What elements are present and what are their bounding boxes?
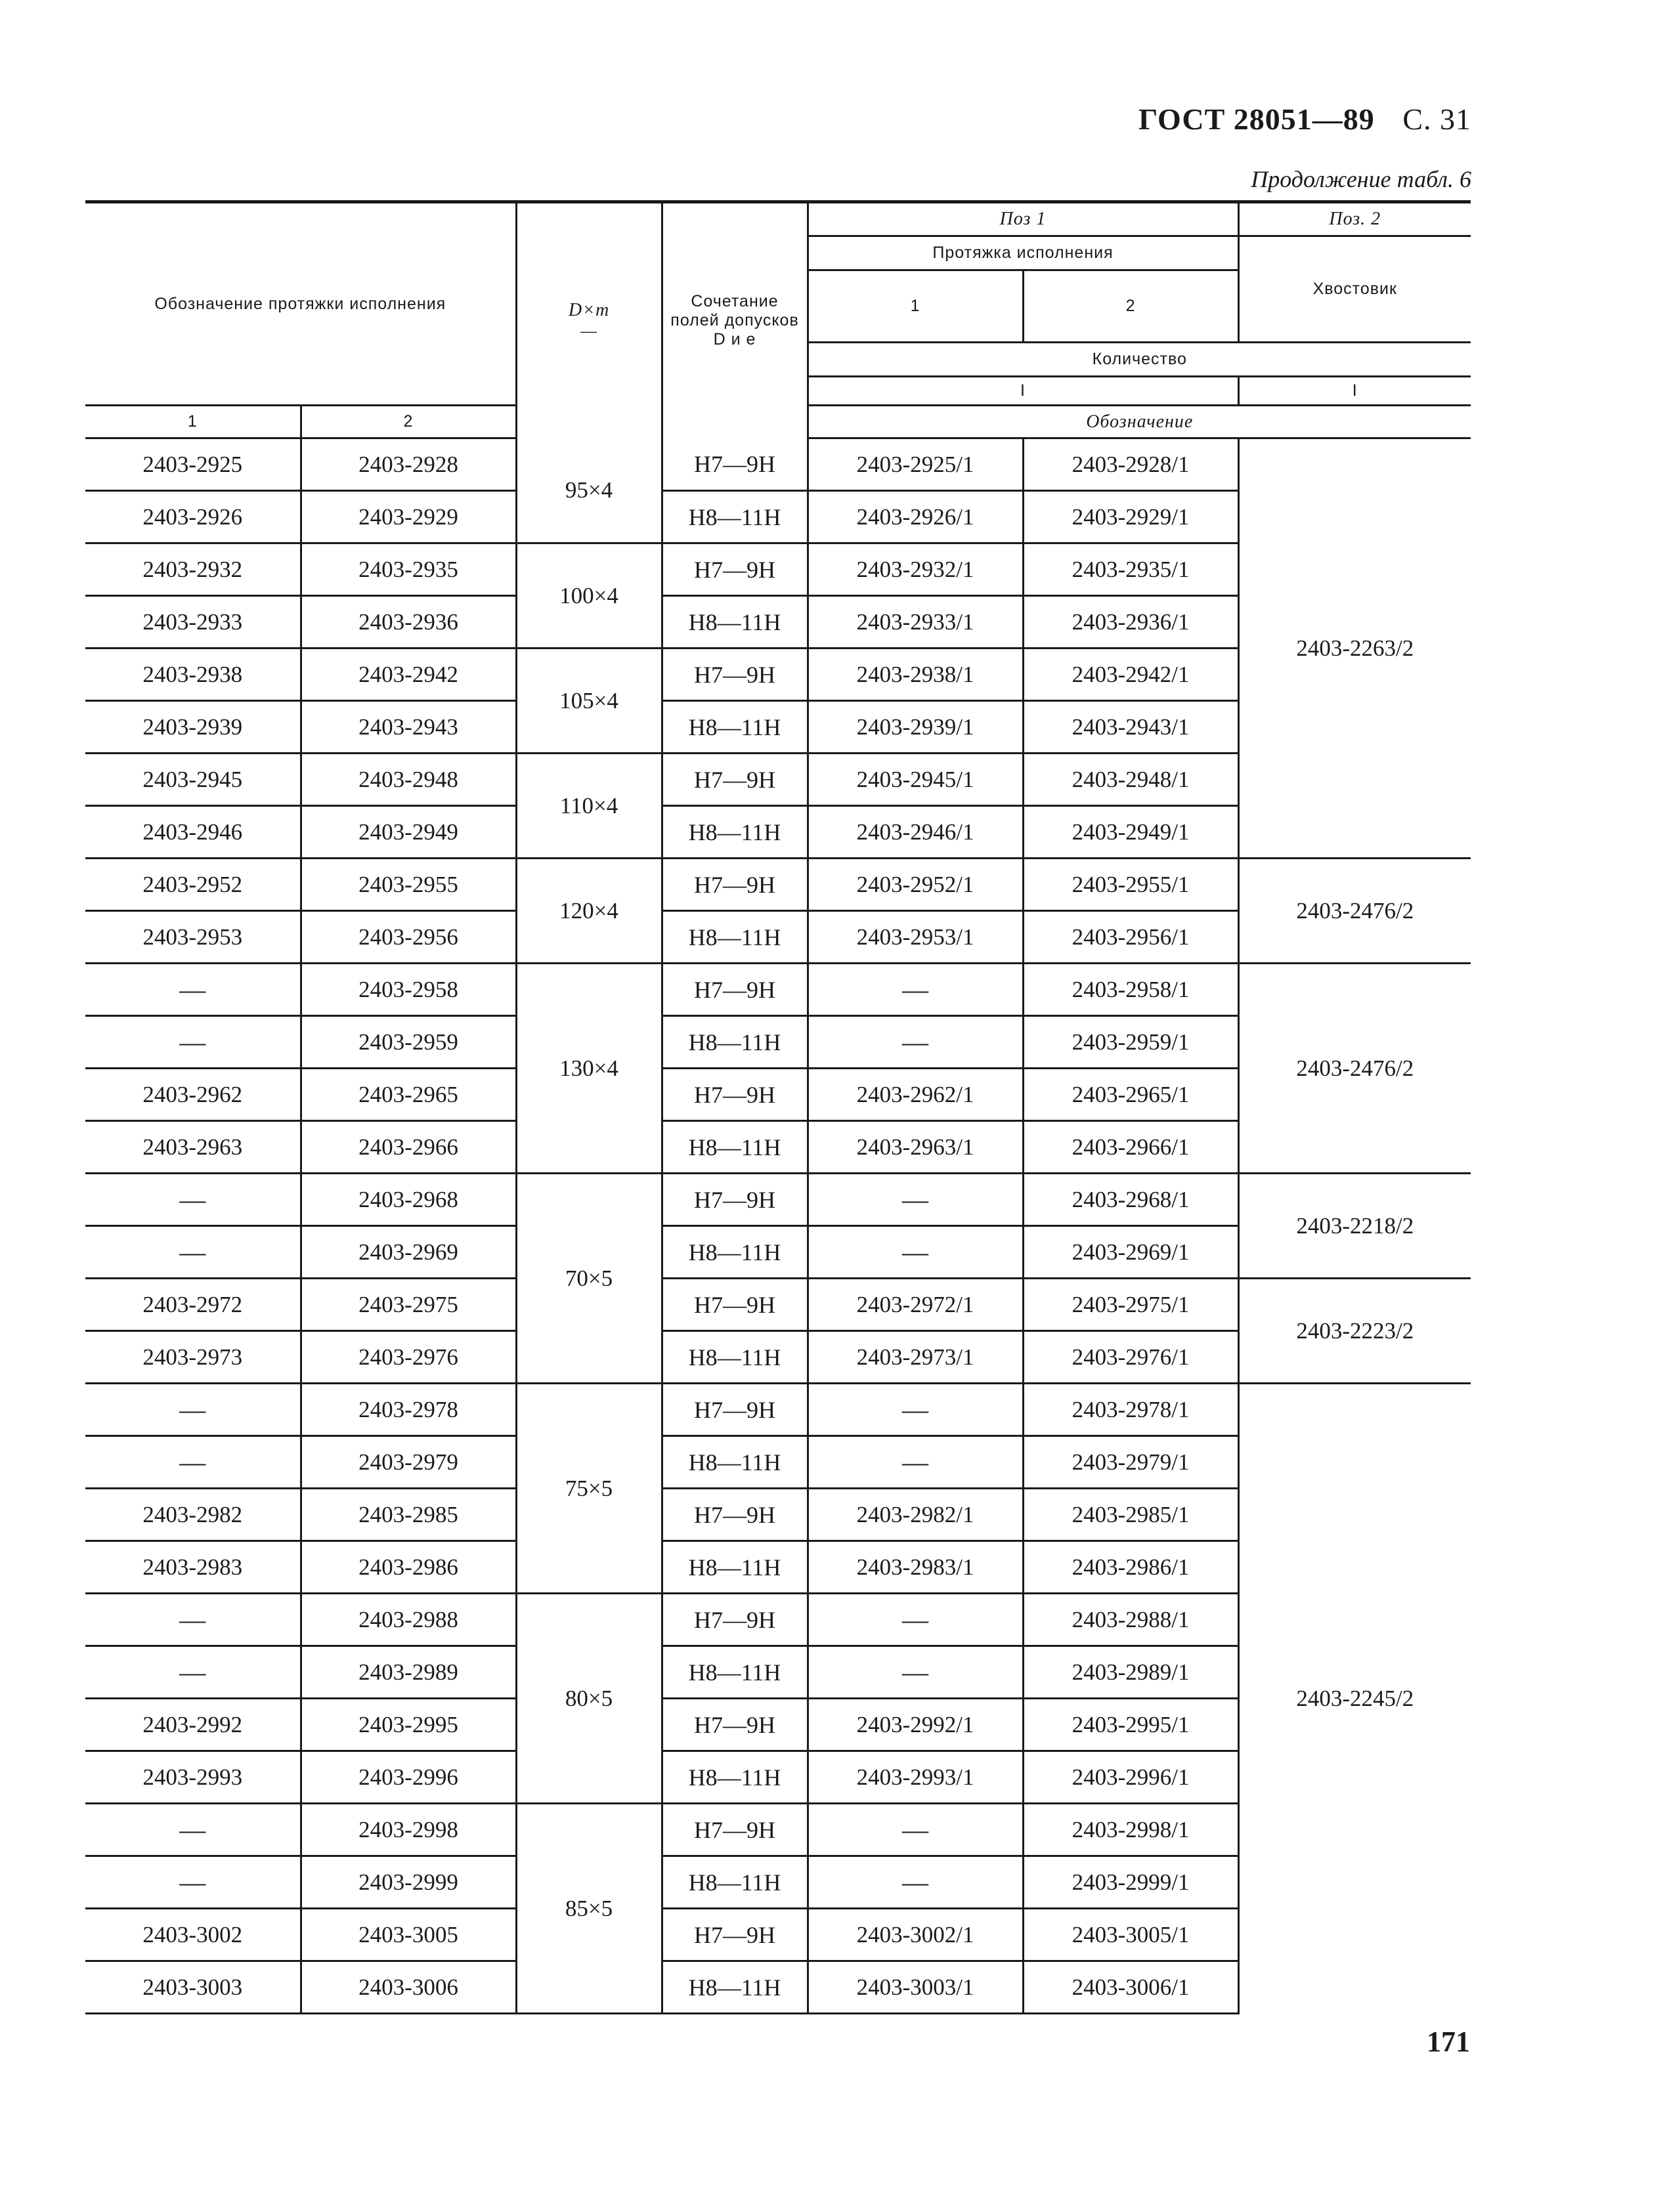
broach-2-designation: 2403-2928/1: [1023, 438, 1238, 491]
table-row: [85, 438, 1471, 491]
fit-cell: H7—9H: [662, 1279, 808, 1331]
broach-2-designation: 2403-2969/1: [1023, 1226, 1238, 1279]
exec-1-designation: 2403-2925: [85, 438, 301, 491]
broach-2-designation: 2403-2942/1: [1023, 649, 1238, 701]
broach-1-designation: 2403-2962/1: [808, 1069, 1023, 1121]
exec-2-designation: 2403-2949: [301, 806, 516, 859]
fit-cell: H8—11H: [662, 1751, 808, 1804]
table-row: [85, 859, 1471, 911]
broach-2-designation: 2403-3006/1: [1023, 1961, 1238, 2014]
exec-2-designation: 2403-2935: [301, 543, 516, 596]
exec-2-designation: 2403-2929: [301, 491, 516, 543]
broach-2-designation: 2403-2929/1: [1023, 491, 1238, 543]
fit-cell: H8—11H: [662, 1016, 808, 1069]
exec-2-designation: 2403-2955: [301, 859, 516, 911]
exec-2-designation: 2403-2998: [301, 1804, 516, 1856]
fit-cell: H7—9H: [662, 1699, 808, 1751]
exec-1-designation: 2403-2952: [85, 859, 301, 911]
exec-1-designation: —: [85, 1016, 301, 1069]
fit-cell: H8—11H: [662, 1121, 808, 1174]
exec-2-designation: 2403-2995: [301, 1699, 516, 1751]
fit-cell: H8—11H: [662, 911, 808, 964]
broach-1-designation: 2403-2938/1: [808, 649, 1023, 701]
exec-2-designation: 2403-2969: [301, 1226, 516, 1279]
dxm-cell: 85×5: [516, 1804, 662, 2014]
exec-2-designation: 2403-2968: [301, 1174, 516, 1226]
table-body: [85, 438, 1471, 2014]
gost-number: ГОСТ 28051—89: [1138, 102, 1375, 136]
exec-2-designation: 2403-2943: [301, 701, 516, 754]
table-header: [85, 202, 1471, 438]
exec-2-designation: 2403-2965: [301, 1069, 516, 1121]
page-number: 171: [1427, 2026, 1470, 2058]
broach-2-designation: 2403-2965/1: [1023, 1069, 1238, 1121]
exec-1-designation: —: [85, 1174, 301, 1226]
fit-header: Сочетание полей допусков D и e: [662, 202, 808, 438]
broach-1-designation: —: [808, 1856, 1023, 1909]
pos1-header: Поз 1: [808, 202, 1238, 236]
exec-2-designation: 2403-2975: [301, 1279, 516, 1331]
fit-cell: H7—9H: [662, 543, 808, 596]
exec-2-designation: 2403-2948: [301, 754, 516, 806]
exec-2-designation: 2403-2999: [301, 1856, 516, 1909]
broach-2-designation: 2403-2943/1: [1023, 701, 1238, 754]
exec-2-designation: 2403-2936: [301, 596, 516, 649]
broach-exec-1-header: 1: [808, 270, 1023, 343]
exec-2-designation: 2403-2976: [301, 1331, 516, 1384]
broach-2-designation: 2403-2978/1: [1023, 1384, 1238, 1436]
broach-1-designation: 2403-2925/1: [808, 438, 1023, 491]
fit-cell: H7—9H: [662, 1594, 808, 1646]
exec-1-designation: —: [85, 1646, 301, 1699]
dxm-cell: 110×4: [516, 754, 662, 859]
exec-2-designation: 2403-2978: [301, 1384, 516, 1436]
dxm-cell: 120×4: [516, 859, 662, 964]
exec-1-designation: 2403-2962: [85, 1069, 301, 1121]
dxm-cell: 100×4: [516, 543, 662, 649]
exec-2-header: 2: [301, 406, 516, 438]
shank-cell: 2403-2263/2: [1238, 438, 1471, 859]
exec-2-designation: 2403-3006: [301, 1961, 516, 2014]
exec-1-designation: —: [85, 964, 301, 1016]
fit-cell: H8—11H: [662, 1541, 808, 1594]
dxm-cell: 70×5: [516, 1174, 662, 1384]
exec-2-designation: 2403-2986: [301, 1541, 516, 1594]
table-row: [85, 1279, 1471, 1331]
exec-1-designation: 2403-2973: [85, 1331, 301, 1384]
broach-exec-header: Протяжка исполнения: [808, 236, 1238, 270]
broach-1-designation: 2403-2946/1: [808, 806, 1023, 859]
broach-2-designation: 2403-2995/1: [1023, 1699, 1238, 1751]
exec-1-designation: 2403-2983: [85, 1541, 301, 1594]
broach-2-designation: 2403-2949/1: [1023, 806, 1238, 859]
fit-cell: H7—9H: [662, 1909, 808, 1961]
fit-cell: H7—9H: [662, 1804, 808, 1856]
broach-2-designation: 2403-2979/1: [1023, 1436, 1238, 1489]
exec-1-designation: 2403-2972: [85, 1279, 301, 1331]
broach-1-designation: 2403-2926/1: [808, 491, 1023, 543]
shank-cell: 2403-2245/2: [1296, 1686, 1414, 1712]
exec-1-designation: —: [85, 1856, 301, 1909]
exec-1-header: 1: [85, 406, 301, 438]
shank-cell: 2403-2223/2: [1238, 1279, 1471, 1384]
exec-1-designation: 2403-2945: [85, 754, 301, 806]
broach-1-designation: 2403-3002/1: [808, 1909, 1023, 1961]
exec-1-designation: 2403-2963: [85, 1121, 301, 1174]
dxm-header: [516, 202, 662, 438]
broach-2-designation: 2403-2956/1: [1023, 911, 1238, 964]
fit-cell: H8—11H: [662, 491, 808, 543]
broach-2-designation: 2403-2966/1: [1023, 1121, 1238, 1174]
fit-cell: H8—11H: [662, 1226, 808, 1279]
broach-2-designation: 2403-2948/1: [1023, 754, 1238, 806]
broach-2-designation: 2403-2988/1: [1023, 1594, 1238, 1646]
broach-1-designation: 2403-2973/1: [808, 1331, 1023, 1384]
dxm-cell: 130×4: [516, 964, 662, 1174]
broach-2-designation: 2403-2986/1: [1023, 1541, 1238, 1594]
exec-1-designation: 2403-2982: [85, 1489, 301, 1541]
broach-2-designation: 2403-2955/1: [1023, 859, 1238, 911]
broach-1-designation: —: [808, 1594, 1023, 1646]
broach-1-designation: 2403-2972/1: [808, 1279, 1023, 1331]
exec-2-designation: 2403-2988: [301, 1594, 516, 1646]
broach-2-designation: 2403-2996/1: [1023, 1751, 1238, 1804]
exec-1-designation: 2403-2992: [85, 1699, 301, 1751]
quantity-header: Количество: [808, 343, 1471, 377]
exec-1-designation: —: [85, 1436, 301, 1489]
broach-2-designation: 2403-2968/1: [1023, 1174, 1238, 1226]
broach-2-designation: 2403-3005/1: [1023, 1909, 1238, 1961]
exec-1-designation: 2403-2926: [85, 491, 301, 543]
broach-1-designation: —: [808, 1384, 1023, 1436]
broach-1-designation: 2403-2945/1: [808, 754, 1023, 806]
broach-2-designation: 2403-2935/1: [1023, 543, 1238, 596]
page-label: С. 31: [1402, 102, 1471, 136]
designation-header: Обозначение протяжки исполнения: [85, 202, 516, 406]
broach-1-designation: —: [808, 1804, 1023, 1856]
broach-2-designation: 2403-2985/1: [1023, 1489, 1238, 1541]
dxm-cell: 80×5: [516, 1594, 662, 1804]
exec-1-designation: 2403-2939: [85, 701, 301, 754]
dxm-sublabel: —: [580, 320, 597, 341]
quantity-1-header: I: [808, 377, 1238, 406]
fit-cell: H7—9H: [662, 649, 808, 701]
fit-cell: H7—9H: [662, 1384, 808, 1436]
broach-1-designation: —: [808, 1174, 1023, 1226]
broach-1-designation: 2403-2982/1: [808, 1489, 1023, 1541]
fit-cell: H7—9H: [662, 964, 808, 1016]
broach-1-designation: 2403-2983/1: [808, 1541, 1023, 1594]
broach-1-designation: —: [808, 964, 1023, 1016]
pos2-header: Поз. 2: [1238, 202, 1471, 236]
page-header: [1138, 102, 1471, 137]
broach-1-designation: 2403-2963/1: [808, 1121, 1023, 1174]
exec-1-designation: —: [85, 1594, 301, 1646]
exec-2-designation: 2403-2989: [301, 1646, 516, 1699]
broach-2-designation: 2403-2958/1: [1023, 964, 1238, 1016]
spec-table: [85, 200, 1471, 2014]
exec-2-designation: 2403-2985: [301, 1489, 516, 1541]
broach-exec-2-header: 2: [1023, 270, 1238, 343]
broach-1-designation: 2403-2953/1: [808, 911, 1023, 964]
shank-header: Хвостовик: [1238, 236, 1471, 343]
exec-1-designation: 2403-2953: [85, 911, 301, 964]
fit-cell: H8—11H: [662, 806, 808, 859]
shank-cell: 2403-2476/2: [1238, 964, 1471, 1174]
fit-cell: H7—9H: [662, 1489, 808, 1541]
broach-1-designation: 2403-2992/1: [808, 1699, 1023, 1751]
dxm-cell: 95×4: [516, 438, 662, 543]
broach-2-designation: 2403-2999/1: [1023, 1856, 1238, 1909]
broach-2-designation: 2403-2976/1: [1023, 1331, 1238, 1384]
broach-1-designation: 2403-2933/1: [808, 596, 1023, 649]
broach-1-designation: 2403-2939/1: [808, 701, 1023, 754]
exec-2-designation: 2403-2956: [301, 911, 516, 964]
table-row: [85, 964, 1471, 1016]
exec-1-designation: 2403-2933: [85, 596, 301, 649]
quantity-2-header: I: [1238, 377, 1471, 406]
broach-1-designation: —: [808, 1646, 1023, 1699]
exec-2-designation: 2403-2959: [301, 1016, 516, 1069]
fit-cell: H8—11H: [662, 596, 808, 649]
shank-cell: 2403-2218/2: [1238, 1174, 1471, 1279]
broach-2-designation: 2403-2998/1: [1023, 1804, 1238, 1856]
fit-cell: H7—9H: [662, 1174, 808, 1226]
exec-1-designation: 2403-2946: [85, 806, 301, 859]
exec-2-designation: 2403-2979: [301, 1436, 516, 1489]
exec-2-designation: 2403-2966: [301, 1121, 516, 1174]
exec-1-designation: 2403-3003: [85, 1961, 301, 2014]
dxm-cell: 75×5: [516, 1384, 662, 1594]
broach-2-designation: 2403-2936/1: [1023, 596, 1238, 649]
exec-1-designation: 2403-3002: [85, 1909, 301, 1961]
broach-1-designation: 2403-2932/1: [808, 543, 1023, 596]
table-row: [85, 1384, 1471, 1436]
designation2-header: Обозначение: [808, 406, 1471, 438]
dxm-cell: 105×4: [516, 649, 662, 754]
broach-2-designation: 2403-2959/1: [1023, 1016, 1238, 1069]
exec-1-designation: —: [85, 1226, 301, 1279]
exec-1-designation: 2403-2932: [85, 543, 301, 596]
spec-table-container: [85, 200, 1471, 2014]
broach-1-designation: —: [808, 1436, 1023, 1489]
dxm-label: D×m: [568, 299, 610, 320]
fit-cell: H8—11H: [662, 1331, 808, 1384]
fit-cell: H8—11H: [662, 1961, 808, 2014]
broach-1-designation: 2403-2952/1: [808, 859, 1023, 911]
exec-1-designation: 2403-2938: [85, 649, 301, 701]
exec-2-designation: 2403-2958: [301, 964, 516, 1016]
broach-2-designation: 2403-2989/1: [1023, 1646, 1238, 1699]
fit-cell: H7—9H: [662, 754, 808, 806]
fit-cell: H8—11H: [662, 1646, 808, 1699]
shank-cell: 2403-2476/2: [1238, 859, 1471, 964]
table-continuation-label: Продолжение табл. 6: [1251, 166, 1471, 192]
broach-1-designation: —: [808, 1226, 1023, 1279]
fit-cell: H7—9H: [662, 1069, 808, 1121]
fit-cell: H8—11H: [662, 1856, 808, 1909]
fit-cell: H7—9H: [662, 438, 808, 491]
fit-cell: H8—11H: [662, 701, 808, 754]
fit-cell: H8—11H: [662, 1436, 808, 1489]
exec-2-designation: 2403-2928: [301, 438, 516, 491]
exec-1-designation: 2403-2993: [85, 1751, 301, 1804]
exec-2-designation: 2403-3005: [301, 1909, 516, 1961]
exec-1-designation: —: [85, 1804, 301, 1856]
exec-2-designation: 2403-2996: [301, 1751, 516, 1804]
fit-cell: H7—9H: [662, 859, 808, 911]
broach-2-designation: 2403-2975/1: [1023, 1279, 1238, 1331]
exec-1-designation: —: [85, 1384, 301, 1436]
table-row: [85, 1174, 1471, 1226]
broach-1-designation: 2403-3003/1: [808, 1961, 1023, 2014]
broach-1-designation: 2403-2993/1: [808, 1751, 1023, 1804]
broach-1-designation: —: [808, 1016, 1023, 1069]
exec-2-designation: 2403-2942: [301, 649, 516, 701]
